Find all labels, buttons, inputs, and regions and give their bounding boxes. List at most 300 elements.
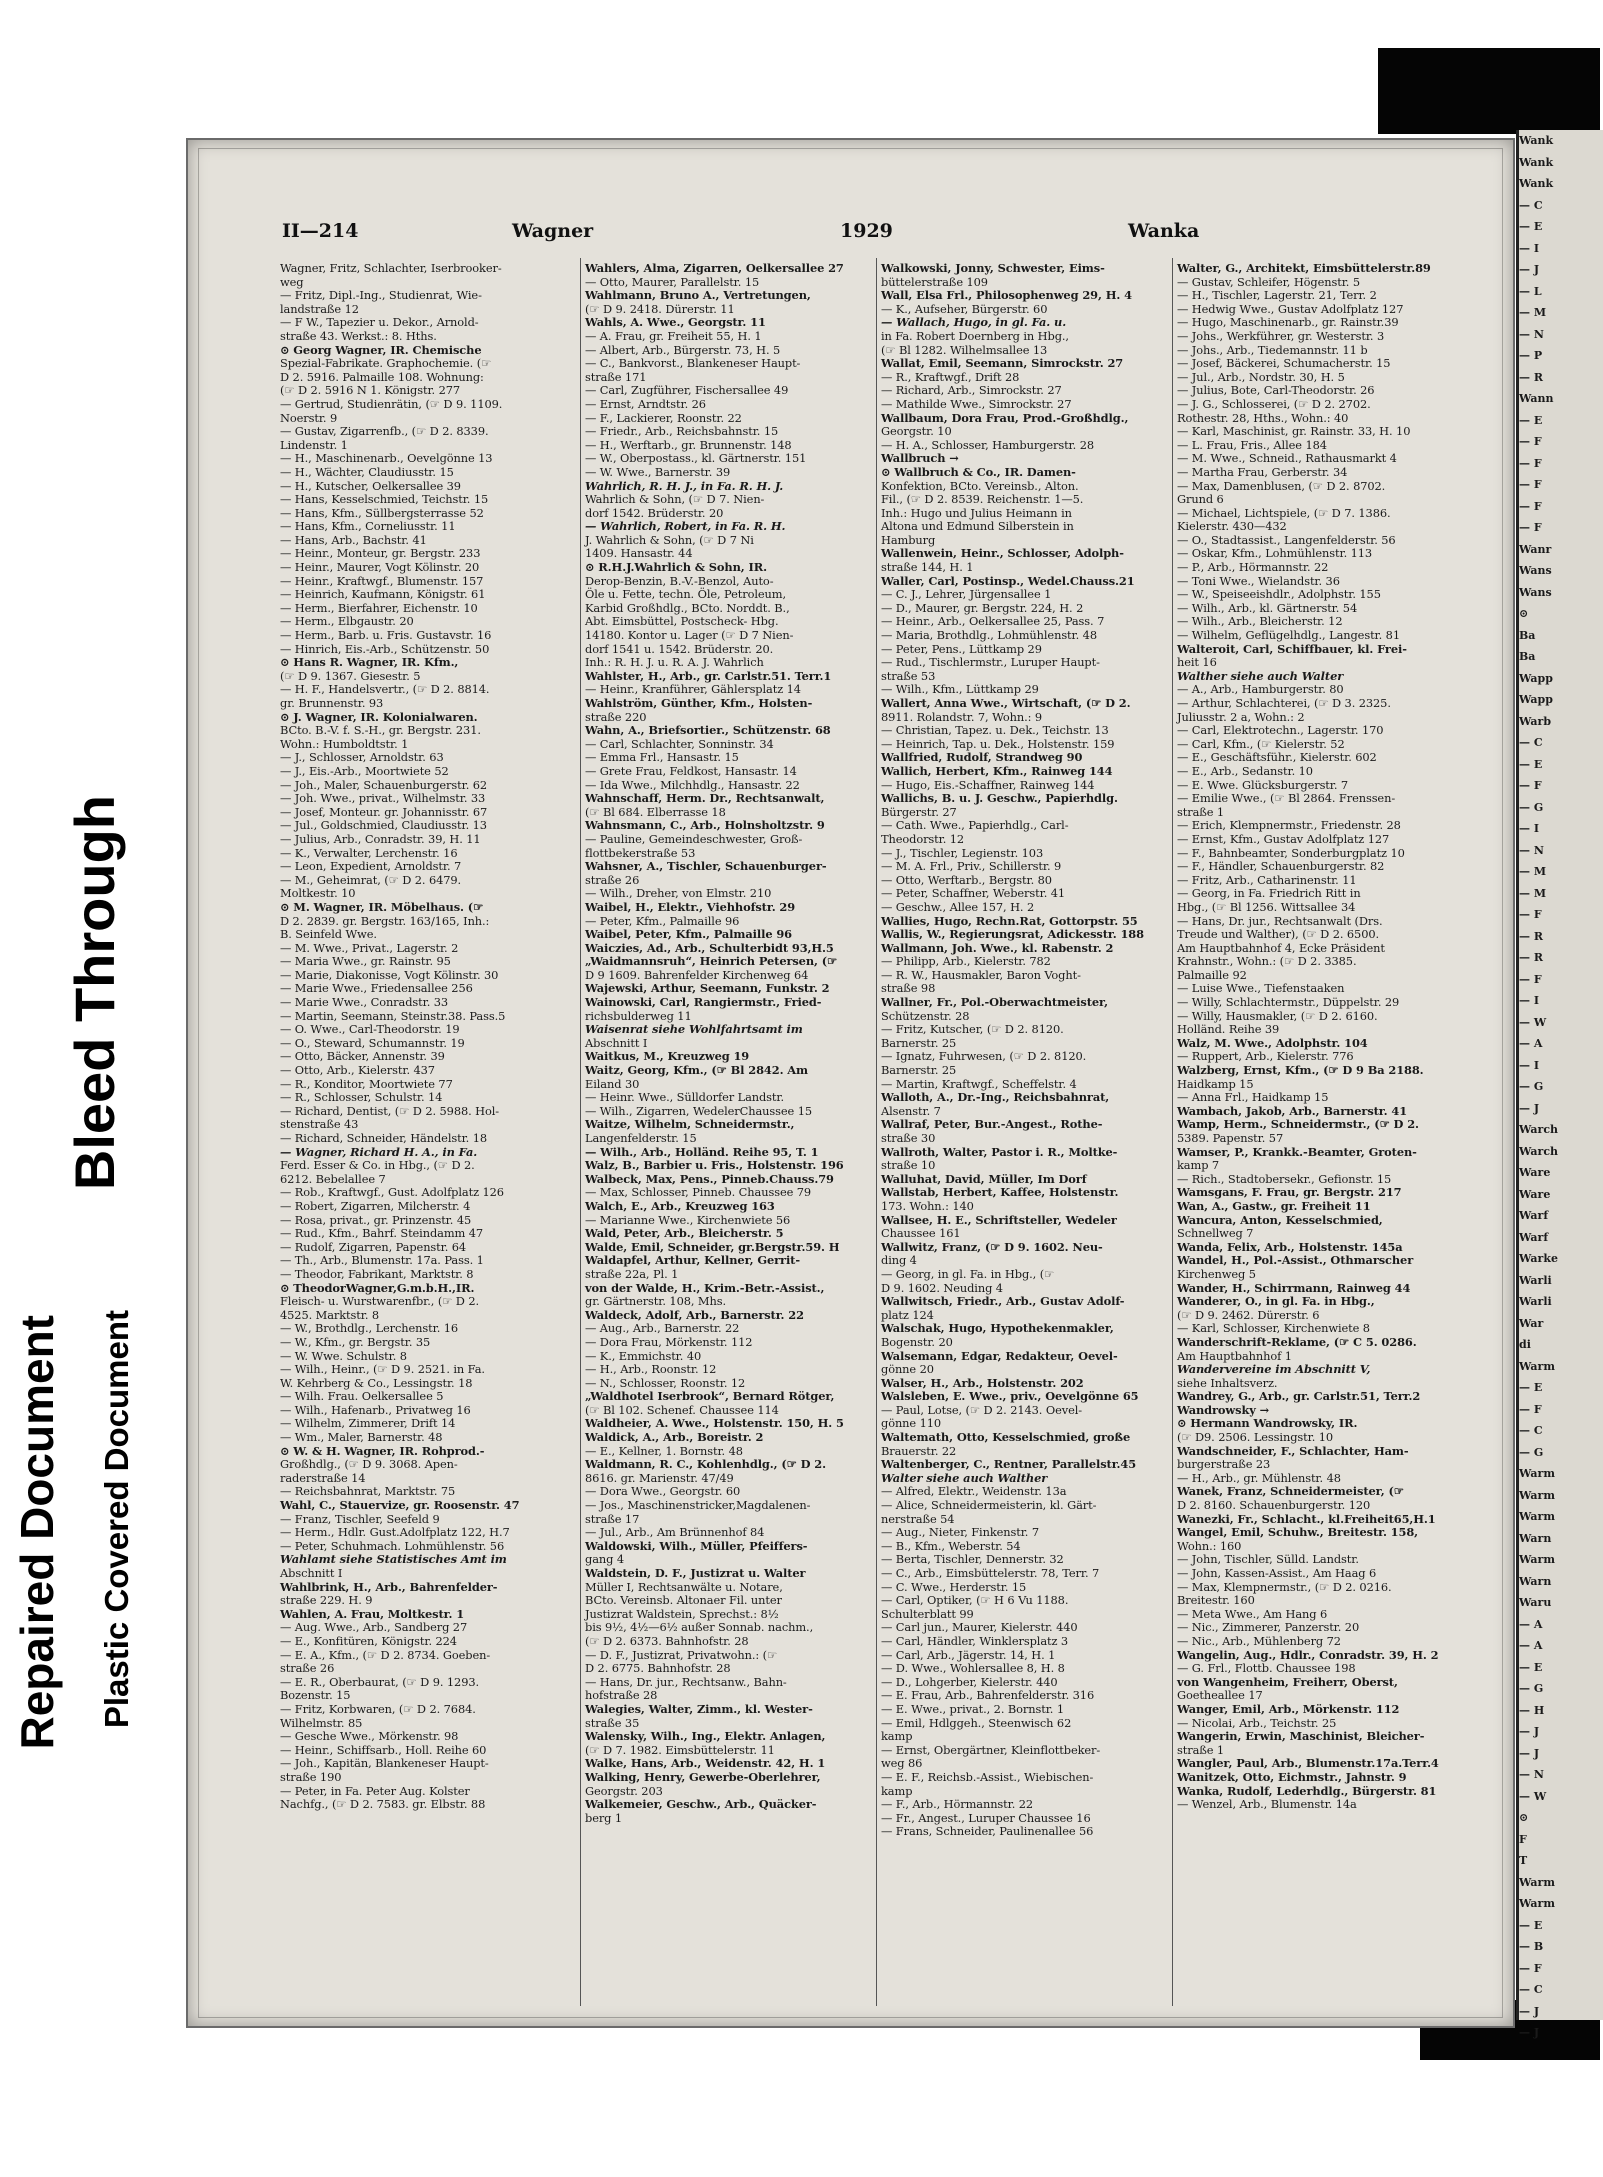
adjacent-page-fragment: Wank	[1519, 134, 1554, 147]
directory-entry: ⊙ Hans R. Wagner, IR. Kfm.,	[280, 655, 459, 670]
directory-entry: „Waldhotel Iserbrook“, Bernard Rötger,	[585, 1389, 835, 1404]
adjacent-page-fragment: — F	[1519, 972, 1542, 986]
adjacent-page-fragment: Wans	[1519, 585, 1552, 599]
adjacent-page-fragment: Waru	[1519, 1596, 1552, 1609]
directory-entry: (☞ D 2. 5916 N 1. Königstr. 277	[280, 383, 461, 398]
adjacent-page-fragment: — I	[1519, 822, 1539, 835]
adjacent-page-fragment: — J	[1519, 263, 1540, 276]
adjacent-page-fragment: — C	[1519, 736, 1543, 749]
directory-entry: Wanka, Rudolf, Lederhdlg., Bürgerstr. 81	[1177, 1783, 1437, 1798]
directory-entry: — Emil, Hdlggeh., Steenwisch 62	[881, 1715, 1072, 1730]
directory-entry: — O., Stadtassist., Langenfelderstr. 56	[1177, 532, 1396, 547]
adjacent-page-fragment: — C	[1519, 1983, 1543, 1996]
directory-entry: Hamburg	[881, 532, 936, 547]
directory-entry: — Theodor, Fabrikant, Marktstr. 8	[280, 1266, 474, 1281]
directory-entry: Wallfried, Rudolf, Strandweg 90	[881, 750, 1083, 765]
directory-entry: — Cath. Wwe., Papierhdlg., Carl-	[881, 818, 1069, 833]
directory-entry: (☞ Bl 1282. Wilhelmsallee 13	[881, 342, 1048, 357]
adjacent-page-fragment: — M	[1519, 886, 1547, 900]
directory-entry: Wanger, Emil, Arb., Mörkenstr. 112	[1177, 1701, 1400, 1716]
directory-entry: Kielerstr. 430—432	[1177, 519, 1287, 534]
directory-entry: — Heinr., Maurer, Vogt Kölinstr. 20	[280, 560, 480, 575]
adjacent-page-fragment: — J	[1519, 1725, 1540, 1738]
adjacent-page-fragment: — F	[1519, 908, 1542, 921]
directory-entry: Bürgerstr. 27	[881, 804, 957, 819]
directory-entry: — Hans, Kesselschmied, Teichstr. 15	[280, 492, 489, 507]
directory-entry: — Wilh., Arb., Holländ. Reihe 95, T. 1	[585, 1144, 819, 1159]
directory-entry: Waltenberger, C., Rentner, Parallelstr.45	[881, 1457, 1137, 1472]
directory-entry: — Herm., Elbgaustr. 20	[280, 614, 414, 629]
directory-entry: — M. Wwe., Privat., Lagerstr. 2	[280, 940, 459, 955]
adjacent-page-fragment: — E	[1519, 757, 1543, 771]
directory-entry: — H. F., Handelsvertr., (☞ D 2. 8814.	[280, 682, 490, 697]
directory-entry: (☞ D 9. 1367. Giesestr. 5	[280, 668, 421, 683]
directory-entry: büttelerstraße 109	[881, 274, 988, 289]
directory-entry: Wallat, Emil, Seemann, Simrockstr. 27	[881, 356, 1124, 371]
directory-entry: — Wallach, Hugo, in gl. Fa. u.	[881, 315, 1067, 330]
adjacent-page-fragment: Wank	[1519, 177, 1554, 190]
directory-entry: — Josef, Monteur. gr. Johannisstr. 67	[280, 804, 488, 819]
directory-entry: gang 4	[585, 1552, 624, 1567]
adjacent-page-fragment: — C	[1519, 1424, 1543, 1437]
directory-entry: Waldapfel, Arthur, Kellner, Gerrit-	[585, 1253, 800, 1268]
directory-entry: — J., Tischler, Legienstr. 103	[881, 845, 1044, 860]
directory-entry: Wahlen, A. Frau, Moltkestr. 1	[280, 1606, 465, 1621]
directory-entry: — Rob., Kraftwgf., Gust. Adolfplatz 126	[280, 1185, 504, 1200]
adjacent-page-fragment: Warm	[1519, 1553, 1555, 1566]
plastic-covered-label: Plastic Covered Document	[98, 1310, 135, 1729]
directory-entry: Walkowski, Jonny, Schwester, Eims-	[881, 261, 1105, 275]
directory-entry: — F W., Tapezier u. Dekor., Arnold-	[280, 315, 479, 330]
directory-entry: — Wilh., Arb., kl. Gärtnerstr. 54	[1177, 600, 1358, 615]
directory-entry: — Alfred, Elektr., Weidenstr. 13a	[881, 1484, 1067, 1499]
directory-entry: Am Hauptbahnhof 4, Ecke Präsident	[1177, 940, 1385, 955]
directory-entry: — Alice, Schneidermeisterin, kl. Gärt-	[881, 1498, 1097, 1513]
directory-entry: Spezial-Fabrikate. Graphochemie. (☞	[280, 356, 492, 371]
directory-entry: Wahnschaff, Herm. Dr., Rechtsanwalt,	[585, 791, 825, 806]
directory-entry: — Wilh., Kfm., Lüttkamp 29	[881, 682, 1039, 697]
adjacent-page-fragment: — I	[1519, 241, 1539, 255]
adjacent-page-fragment: — R	[1519, 370, 1543, 384]
directory-entry: — Wilh. Frau. Oelkersallee 5	[280, 1389, 444, 1404]
adjacent-page-fragment: — E	[1519, 1381, 1543, 1394]
adjacent-page-fragment: — A	[1519, 1037, 1543, 1050]
directory-entry: Justizrat Waldstein, Sprechst.: 8½	[585, 1606, 779, 1621]
directory-entry: straße 171	[585, 369, 647, 384]
directory-entry: — John, Tischler, Sülld. Landstr.	[1177, 1552, 1359, 1567]
adjacent-page-fragment: — G	[1519, 1682, 1544, 1695]
directory-entry: straße 53	[881, 668, 936, 683]
adjacent-page-fragment: Wanr	[1519, 542, 1552, 556]
directory-entry: Walteroit, Carl, Schiffbauer, kl. Frei-	[1177, 641, 1407, 656]
directory-entry: — Heinr., Monteur, gr. Bergstr. 233	[280, 546, 481, 561]
directory-entry: Karbid Großhdlg., BCto. Norddt. B.,	[585, 600, 790, 615]
directory-entry: — Ignatz, Fuhrwesen, (☞ D 2. 8120.	[881, 1049, 1087, 1064]
directory-entry: — R., Kraftwgf., Drift 28	[881, 369, 1020, 384]
directory-entry: Wanezki, Fr., Schlacht., kl.Freiheit65,H.1	[1177, 1511, 1436, 1526]
directory-entry: Noerstr. 9	[280, 410, 338, 425]
directory-entry: 1409. Hansastr. 44	[585, 546, 693, 561]
directory-entry: — Leon, Expedient, Arnoldstr. 7	[280, 859, 462, 874]
directory-entry: — M. A. Frl., Priv., Schillerstr. 9	[881, 859, 1062, 874]
directory-entry: — Wilh., Dreher, von Elmstr. 210	[585, 886, 772, 901]
directory-entry: straße 1	[1177, 1742, 1225, 1757]
directory-entry: richsbulderweg 11	[585, 1008, 692, 1023]
directory-entry: — Willy, Schlachtermstr., Düppelstr. 29	[1177, 995, 1400, 1010]
directory-entry: — H., Arb., gr. Mühlenstr. 48	[1177, 1470, 1341, 1485]
directory-entry: — Heinr., Schiffsarb., Holl. Reihe 60	[280, 1742, 487, 1757]
directory-entry: — H., Maschinenarb., Oevelgönne 13	[280, 451, 493, 466]
directory-entry: — Richard, Schneider, Händelstr. 18	[280, 1131, 488, 1145]
directory-entry: Wangerin, Erwin, Maschinist, Bleicher-	[1177, 1729, 1425, 1744]
directory-entry: — Hans, Arb., Bachstr. 41	[280, 532, 427, 547]
adjacent-page-fragment: — W	[1519, 1789, 1547, 1803]
directory-entry: — Wilh., Heinr., (☞ D 9. 2521. in Fa.	[280, 1362, 485, 1377]
directory-entry: ⊙ Wallbruch & Co., IR. Damen-	[881, 464, 1076, 479]
directory-entry: (☞ D 7. 1982. Eimsbüttelerstr. 11	[585, 1742, 775, 1757]
directory-entry: Müller I, Rechtsanwälte u. Notare,	[585, 1579, 783, 1594]
directory-entry: straße 220	[585, 709, 647, 724]
directory-entry: Schulterblatt 99	[881, 1606, 974, 1621]
directory-entry: — Wilhelm, Zimmerer, Drift 14	[280, 1416, 456, 1431]
directory-entry: Am Hauptbahnhof 1	[1177, 1348, 1292, 1363]
directory-entry: W. Kehrberg & Co., Lessingstr. 18	[280, 1375, 473, 1390]
directory-entry: — W. Wwe., Barnerstr. 39	[585, 464, 731, 479]
directory-entry: — E. F., Reichsb.-Assist., Wiebischen-	[881, 1769, 1094, 1784]
directory-entry: — Peter, Schuhmach. Lohmühlenstr. 56	[280, 1538, 505, 1553]
directory-entry: — Hans, Kfm., Süllbergsterrasse 52	[280, 505, 484, 520]
directory-entry: — Pauline, Gemeindeschwester, Groß-	[585, 831, 803, 846]
directory-entry: Wahsner, A., Tischler, Schauenburger-	[585, 859, 827, 874]
directory-entry: — K., Aufseher, Bürgerstr. 60	[881, 301, 1048, 316]
directory-entry: Waltemath, Otto, Kesselschmied, große	[881, 1430, 1131, 1445]
directory-entry: — Emilie Wwe., (☞ Bl 2864. Frenssen-	[1177, 791, 1396, 806]
directory-entry: — Fritz, Kutscher, (☞ D 2. 8120.	[881, 1022, 1064, 1037]
directory-entry: Moltkestr. 10	[280, 886, 356, 901]
directory-entry: Haidkamp 15	[1177, 1076, 1254, 1091]
directory-entry: — Albert, Arb., Bürgerstr. 73, H. 5	[585, 342, 781, 357]
directory-entry: — Carl, Arb., Jägerstr. 14, H. 1	[881, 1647, 1056, 1662]
directory-entry: — Emma Frl., Hansastr. 15	[585, 750, 739, 765]
directory-entry: — M., Geheimrat, (☞ D 2. 6479.	[280, 872, 462, 887]
column-rule	[580, 258, 581, 2006]
directory-entry: — Ida Wwe., Milchhdlg., Hansastr. 22	[585, 777, 800, 792]
adjacent-page-fragment: F	[1519, 1832, 1527, 1846]
directory-entry: Schnellweg 7	[1177, 1226, 1254, 1241]
directory-entry: — L. Frau, Fris., Allee 184	[1177, 437, 1327, 452]
directory-entry: Wallbruch →	[881, 451, 959, 466]
directory-entry: — Peter, in Fa. Peter Aug. Kolster	[280, 1783, 470, 1798]
directory-entry: von der Walde, H., Krim.-Betr.-Assist.,	[585, 1280, 825, 1295]
repaired-document-label: Repaired Document	[11, 1315, 63, 1750]
directory-entry: Konfektion, BCto. Vereinsb., Alton.	[881, 478, 1079, 493]
directory-entry: — E. Wwe., privat., 2. Bornstr. 1	[881, 1701, 1064, 1716]
directory-entry: — Carl, Elektrotechn., Lagerstr. 170	[1177, 723, 1384, 738]
directory-entry: — Christian, Tapez. u. Dek., Teichstr. 13	[881, 723, 1109, 738]
adjacent-page-fragment: War	[1519, 1316, 1544, 1330]
directory-entry: Georgstr. 203	[585, 1783, 663, 1798]
directory-column-3	[881, 262, 1179, 2008]
directory-entry: — Hedwig Wwe., Gustav Adolfplatz 127	[1177, 301, 1404, 316]
adjacent-page-fragment: — E	[1519, 1660, 1543, 1674]
directory-entry: berg 1	[585, 1810, 623, 1825]
directory-entry: — Fr., Angest., Luruper Chaussee 16	[881, 1810, 1091, 1825]
directory-entry: — Rich., Stadtobersekr., Gefionstr. 15	[1177, 1171, 1392, 1186]
directory-entry: straße 98	[881, 981, 936, 996]
adjacent-page-fragment: — F	[1519, 1961, 1542, 1975]
adjacent-page-fragment: Wann	[1519, 392, 1554, 405]
directory-entry: Wahlers, Alma, Zigarren, Oelkersallee 27	[585, 261, 844, 275]
directory-entry: gönne 20	[881, 1362, 934, 1377]
directory-entry: — Jul., Goldschmied, Claudiusstr. 13	[280, 818, 487, 833]
directory-entry: — F., Lackierer, Roonstr. 22	[585, 410, 742, 425]
directory-entry: Waldheier, A. Wwe., Holstenstr. 150, H. 5	[585, 1416, 844, 1431]
directory-entry: Abschnitt I	[280, 1566, 343, 1580]
directory-entry: — Ernst, Obergärtner, Kleinflottbeker-	[881, 1742, 1101, 1757]
directory-entry: 4525. Marktstr. 8	[280, 1307, 380, 1322]
adjacent-page-fragment: Wank	[1519, 155, 1554, 169]
directory-entry: Wahls, A. Wwe., Georgstr. 11	[585, 315, 766, 330]
directory-entry: — Carl, Schlachter, Sonninstr. 34	[585, 736, 774, 751]
directory-entry: weg	[280, 274, 304, 289]
directory-entry: Walsemann, Edgar, Redakteur, Oevel-	[881, 1348, 1118, 1363]
directory-entry: — Otto, Maurer, Parallelstr. 15	[585, 274, 760, 289]
directory-entry: straße 35	[585, 1715, 640, 1730]
directory-entry: Fil., (☞ D 2. 8539. Reichenstr. 1—5.	[881, 492, 1084, 507]
directory-entry: — M. Wwe., Schneid., Rathausmarkt 4	[1177, 451, 1397, 466]
directory-entry: Waibel, H., Elektr., Viehhofstr. 29	[585, 899, 796, 914]
adjacent-page-fragment: Warf	[1519, 1209, 1549, 1222]
directory-entry: Walde, Emil, Schneider, gr.Bergstr.59. H	[585, 1239, 840, 1254]
directory-entry: Krahnstr., Wohn.: (☞ D 2. 3385.	[1177, 954, 1357, 969]
adjacent-page-fragment: Warm	[1519, 1359, 1555, 1373]
directory-entry: — R., Konditor, Moortwiete 77	[280, 1076, 453, 1091]
directory-entry: — Karl, Maschinist, gr. Rainstr. 33, H. 10	[1177, 424, 1411, 439]
directory-entry: — E. A., Kfm., (☞ D 2. 8734. Goeben-	[280, 1647, 491, 1662]
directory-entry: — Otto, Werftarb., Bergstr. 80	[881, 872, 1052, 887]
directory-entry: — Reichsbahnrat, Marktstr. 75	[280, 1484, 456, 1499]
directory-entry: Wandel, H., Pol.-Assist., Othmarscher	[1177, 1253, 1414, 1268]
adjacent-page-fragment: — R	[1519, 929, 1543, 943]
directory-entry: — Wenzel, Arb., Blumenstr. 14a	[1177, 1797, 1357, 1812]
directory-entry: Walther siehe auch Walter	[1177, 668, 1344, 683]
directory-entry: Schützenstr. 28	[881, 1008, 970, 1023]
directory-entry: Wandrowsky →	[1177, 1402, 1270, 1417]
directory-entry: — Max, Klempnermstr., (☞ D 2. 0216.	[1177, 1579, 1392, 1594]
directory-entry: — Gesche Wwe., Mörkenstr. 98	[280, 1729, 459, 1744]
directory-entry: — W., Brothdlg., Lerchenstr. 16	[280, 1321, 459, 1336]
directory-entry: — Josef, Bäckerei, Schumacherstr. 15	[1177, 356, 1391, 371]
adjacent-page-fragment: di	[1519, 1338, 1531, 1351]
adjacent-page-fragment: — F	[1519, 779, 1542, 792]
adjacent-page-fragment: — P	[1519, 349, 1543, 362]
header-name-left: Wagner	[512, 220, 594, 242]
directory-entry: — H., Werftarb., gr. Brunnenstr. 148	[585, 437, 792, 452]
directory-entry: — Oskar, Kfm., Lohmühlenstr. 113	[1177, 546, 1373, 561]
directory-entry: — W., Oberpostass., kl. Gärtnerstr. 151	[585, 451, 807, 466]
directory-entry: — J., Schlosser, Arnoldstr. 63	[280, 750, 444, 765]
directory-entry: — C., Arb., Eimsbüttelerstr. 78, Terr. 7	[881, 1566, 1100, 1580]
directory-entry: — Nicolai, Arb., Teichstr. 25	[1177, 1715, 1337, 1730]
directory-entry: Abschnitt I	[585, 1035, 648, 1050]
directory-entry: Wahrlich & Sohn, (☞ D 7. Nien-	[585, 492, 765, 507]
directory-entry: — Ruppert, Arb., Kielerstr. 776	[1177, 1049, 1354, 1064]
directory-entry: Walser, H., Arb., Holstenstr. 202	[881, 1375, 1084, 1390]
directory-entry: Georgstr. 10	[881, 424, 952, 439]
directory-entry: — Wilh., Arb., Bleicherstr. 12	[1177, 614, 1343, 629]
directory-entry: Bozenstr. 15	[280, 1688, 351, 1703]
adjacent-page-fragment: ⊙	[1519, 607, 1529, 620]
directory-entry: Wahlmann, Bruno A., Vertretungen,	[585, 288, 811, 303]
directory-entry: D 9 1609. Bahrenfelder Kirchenweg 64	[585, 967, 809, 982]
adjacent-page-fragment: Ba	[1519, 628, 1536, 642]
directory-entry: Alsenstr. 7	[881, 1103, 941, 1118]
directory-entry: Inh.: R. H. J. u. R. A. J. Wahrlich	[585, 655, 764, 670]
directory-entry: — C. Wwe., Herderstr. 15	[881, 1579, 1027, 1594]
directory-entry: ⊙ W. & H. Wagner, IR. Rohprod.-	[280, 1443, 485, 1458]
directory-entry: Juliusstr. 2 a, Wohn.: 2	[1177, 709, 1305, 724]
directory-entry: Wanderer, O., in gl. Fa. in Hbg.,	[1177, 1294, 1375, 1309]
directory-entry: — J., Eis.-Arb., Moortwiete 52	[280, 763, 449, 778]
directory-entry: — Michael, Lichtspiele, (☞ D 7. 1386.	[1177, 505, 1391, 520]
directory-entry: — Maria Wwe., gr. Rainstr. 95	[280, 954, 451, 969]
directory-entry: — A. Frau, gr. Freiheit 55, H. 1	[585, 328, 762, 343]
directory-entry: Waitze, Wilhelm, Schneidermstr.,	[585, 1117, 795, 1132]
adjacent-page-fragment: ⊙	[1519, 1811, 1529, 1824]
adjacent-page-fragment: — G	[1519, 1445, 1544, 1459]
directory-entry: ⊙ Georg Wagner, IR. Chemische	[280, 342, 482, 357]
directory-entry: Wanek, Franz, Schneidermeister, (☞	[1177, 1484, 1404, 1499]
directory-entry: Waitkus, M., Kreuzweg 19	[585, 1049, 750, 1064]
directory-entry: Wall, Elsa Frl., Philosophenweg 29, H. 4	[881, 288, 1132, 303]
directory-entry: 173. Wohn.: 140	[881, 1198, 974, 1213]
directory-entry: kamp 7	[1177, 1158, 1220, 1173]
directory-column-1	[280, 262, 578, 2008]
header-year: 1929	[840, 220, 893, 242]
directory-entry: Wanitzek, Otto, Eichmstr., Jahnstr. 9	[1177, 1769, 1407, 1784]
directory-entry: — Heinrich, Tap. u. Dek., Holstenstr. 159	[881, 736, 1115, 751]
directory-entry: Wanda, Felix, Arb., Holstenstr. 145a	[1177, 1239, 1403, 1254]
directory-entry: Wallich, Herbert, Kfm., Rainweg 144	[881, 763, 1113, 778]
directory-entry: Wancura, Anton, Kesselschmied,	[1177, 1212, 1383, 1227]
directory-entry: ⊙ M. Wagner, IR. Möbelhaus. (☞	[280, 899, 484, 914]
directory-entry: — C. J., Lehrer, Jürgensallee 1	[881, 587, 1052, 602]
adjacent-page-fragment: — F	[1519, 499, 1542, 513]
directory-entry: Wandrey, G., Arb., gr. Carlstr.51, Terr.2	[1177, 1389, 1421, 1404]
directory-entry: Waitz, Georg, Kfm., (☞ Bl 2842. Am	[585, 1063, 808, 1078]
directory-entry: — Hugo, Eis.-Schaffner, Rainweg 144	[881, 777, 1095, 792]
directory-entry: D 2. 8160. Schauenburgerstr. 120	[1177, 1498, 1371, 1513]
adjacent-page-fragment: — E	[1519, 1918, 1543, 1932]
directory-entry: Grund 6	[1177, 492, 1224, 507]
directory-entry: straße 229. H. 9	[280, 1593, 373, 1608]
directory-entry: — H. A., Schlosser, Hamburgerstr. 28	[881, 437, 1094, 452]
directory-entry: — Carl, Händler, Winklersplatz 3	[881, 1633, 1069, 1648]
adjacent-page-fragment: Warn	[1519, 1574, 1552, 1588]
directory-entry: Hbg., (☞ Bl 1256. Wittsallee 34	[1177, 899, 1356, 914]
directory-entry: landstraße 12	[280, 301, 359, 316]
directory-entry: Waldstein, D. F., Justizrat u. Walter	[585, 1566, 806, 1580]
directory-entry: — O., Steward, Schumannstr. 19	[280, 1035, 465, 1050]
directory-entry: — Hans, Dr. jur., Rechtsanw., Bahn-	[585, 1674, 787, 1689]
directory-entry: — Philipp, Arb., Kielerstr. 782	[881, 954, 1051, 969]
directory-entry: — K., Verwalter, Lerchenstr. 16	[280, 845, 458, 860]
adjacent-page-fragment: — I	[1519, 1058, 1539, 1072]
directory-entry: Walegies, Walter, Zimm., kl. Wester-	[585, 1701, 813, 1716]
adjacent-page-fragment: — R	[1519, 951, 1543, 964]
directory-entry: Breitestr. 160	[1177, 1593, 1255, 1608]
adjacent-page-fragment: Warm	[1519, 1897, 1555, 1910]
directory-entry: straße 26	[585, 872, 640, 887]
directory-entry: — Gustav, Schleifer, Högenstr. 5	[1177, 274, 1360, 289]
directory-entry: Waldeck, Adolf, Arb., Barnerstr. 22	[585, 1307, 804, 1322]
directory-entry: — N., Schlosser, Roonstr. 12	[585, 1375, 746, 1390]
directory-entry: — Rudolf, Zigarren, Papenstr. 64	[280, 1239, 467, 1254]
directory-entry: Wallis, W., Regierungsrat, Adickesstr. 188	[881, 927, 1144, 942]
directory-entry: Wamsgans, F. Frau, gr. Bergstr. 217	[1177, 1185, 1402, 1200]
directory-entry: Wallstab, Herbert, Kaffee, Holstenstr.	[881, 1185, 1119, 1200]
directory-entry: Walz, M. Wwe., Adolphstr. 104	[1177, 1035, 1368, 1050]
adjacent-page-fragment: — E	[1519, 220, 1543, 233]
directory-entry: Wallert, Anna Wwe., Wirtschaft, (☞ D 2.	[881, 696, 1131, 710]
adjacent-page-fragment: — G	[1519, 800, 1544, 814]
directory-entry: Inh.: Hugo und Julius Heimann in	[881, 505, 1072, 520]
adjacent-page-fragment: — N	[1519, 1768, 1544, 1781]
directory-entry: Wahn, A., Briefsortier., Schützenstr. 68	[585, 723, 831, 738]
directory-entry: — C., Bankvorst., Blankeneser Haupt-	[585, 356, 801, 371]
directory-entry: — Wilhelm, Geflügelhdlg., Langestr. 81	[1177, 628, 1400, 643]
adjacent-page-fragment: Warli	[1519, 1273, 1552, 1287]
directory-entry: — Nic., Arb., Mühlenberg 72	[1177, 1633, 1341, 1648]
directory-entry: — Rosa, privat., gr. Prinzenstr. 45	[280, 1212, 472, 1227]
directory-entry: — Th., Arb., Blumenstr. 17a. Pass. 1	[280, 1253, 484, 1268]
directory-entry: 14180. Kontor u. Lager (☞ D 7 Nien-	[585, 628, 794, 643]
directory-entry: — Erich, Klempnermstr., Friedenstr. 28	[1177, 818, 1401, 833]
directory-entry: Walke, Hans, Arb., Weidenstr. 42, H. 1	[585, 1756, 826, 1771]
directory-entry: Wohn.: Humboldtstr. 1	[280, 736, 409, 751]
directory-entry: — Willy, Hausmakler, (☞ D 2. 6160.	[1177, 1008, 1378, 1023]
adjacent-page-fragment: — C	[1519, 198, 1543, 212]
directory-entry: — D., Lohgerber, Kielerstr. 440	[881, 1674, 1058, 1689]
directory-entry: dorf 1541 u. 1542. Brüderstr. 20.	[585, 641, 774, 656]
directory-entry: Theodorstr. 12	[881, 831, 965, 846]
directory-entry: — F., Bahnbeamter, Sonderburgplatz 10	[1177, 845, 1405, 860]
directory-entry: — Jul., Arb., Am Brünnenhof 84	[585, 1525, 765, 1540]
directory-entry: — Marianne Wwe., Kirchenwiete 56	[585, 1212, 791, 1227]
directory-entry: — Richard, Arb., Simrockstr. 27	[881, 383, 1062, 398]
adjacent-page-fragment: — J	[1519, 1101, 1540, 1115]
directory-entry: — D., Maurer, gr. Bergstr. 224, H. 2	[881, 600, 1084, 615]
directory-entry: — E., Geschäftsführ., Kielerstr. 602	[1177, 750, 1377, 765]
directory-entry: — Marie, Diakonisse, Vogt Kölinstr. 30	[280, 967, 499, 982]
directory-entry: — O. Wwe., Carl-Theodorstr. 19	[280, 1022, 460, 1037]
directory-entry: — Otto, Bäcker, Annenstr. 39	[280, 1049, 445, 1064]
directory-entry: — Jul., Arb., Nordstr. 30, H. 5	[1177, 369, 1345, 384]
directory-entry: Walking, Henry, Gewerbe-Oberlehrer,	[585, 1769, 821, 1784]
directory-entry: Wan, A., Gastw., gr. Freiheit 11	[1177, 1198, 1371, 1213]
adjacent-page-fragment: Warb	[1519, 714, 1552, 728]
directory-entry: (☞ Bl 102. Schenef. Chaussee 114	[585, 1402, 779, 1417]
directory-entry: straße 30	[881, 1131, 936, 1145]
directory-entry: — Joh., Maler, Schauenburgerstr. 62	[280, 777, 488, 792]
adjacent-page-fragment: — M	[1519, 306, 1547, 319]
directory-entry: — E. Frau, Arb., Bahrenfelderstr. 316	[881, 1688, 1095, 1703]
directory-entry: — Meta Wwe., Am Hang 6	[1177, 1606, 1328, 1621]
directory-entry: Wald, Peter, Arb., Bleicherstr. 5	[585, 1226, 784, 1241]
directory-entry: straße 17	[585, 1511, 640, 1526]
directory-entry: Ferd. Esser & Co. in Hbg., (☞ D 2.	[280, 1158, 475, 1173]
directory-entry: — Hans, Kfm., Corneliusstr. 11	[280, 519, 456, 534]
